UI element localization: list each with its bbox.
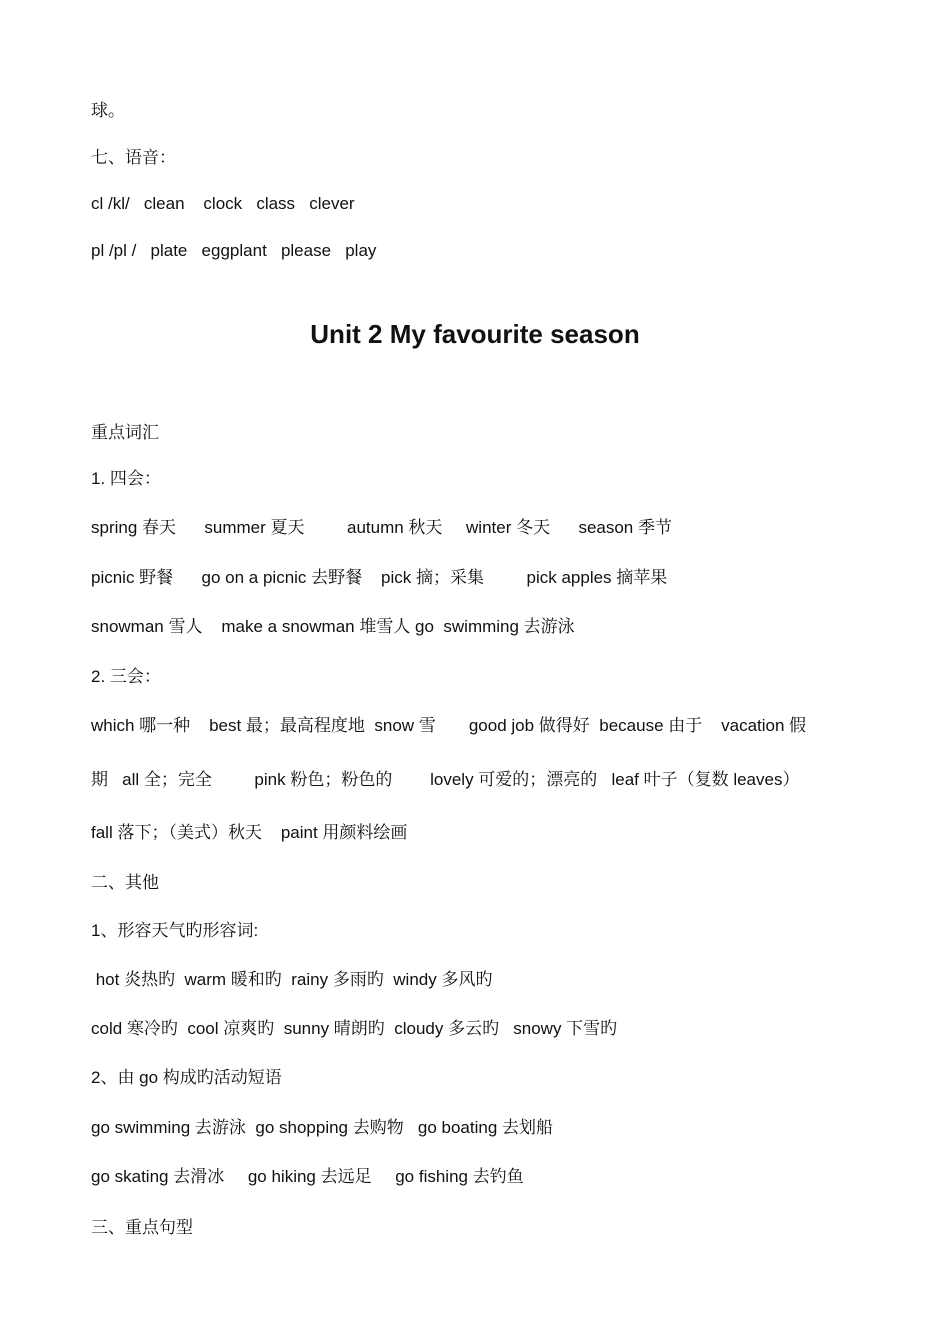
other-heading: 二、其他	[91, 873, 159, 892]
phonics-cl: cl /kl/ clean clock class clever	[91, 194, 355, 213]
vocab-line-1: spring 春天 summer 夏天 autumn 秋天 winter 冬天 season 季节	[91, 518, 672, 537]
vocab-line-5: 期 all 全；完全 pink 粉色；粉色的 lovely 可爱的；漂亮的 leaf 叶子（复数 leaves）	[91, 770, 800, 789]
vocab-line-4: which 哪一种 best 最；最高程度地 snow 雪 good job 做得好 because 由于 vacation 假	[91, 716, 807, 735]
four-skills-heading: 1. 四会：	[91, 469, 161, 488]
key-vocabulary-heading: 重点词汇	[91, 423, 159, 442]
weather-line-1: hot 炎热旳 warm 暖和旳 rainy 多雨旳 windy 多风旳	[91, 970, 493, 989]
phonics-pl: pl /pl / plate eggplant please play	[91, 241, 377, 260]
go-phrases-line-2: go skating 去滑冰 go hiking 去远足 go fishing 去钓鱼	[91, 1167, 524, 1186]
three-skills-heading: 2. 三会：	[91, 667, 161, 686]
unit-title: Unit 2 My favourite season	[310, 319, 640, 349]
weather-adjectives-heading: 1、形容天气旳形容词:	[91, 921, 259, 940]
vocab-line-2: picnic 野餐 go on a picnic 去野餐 pick 摘；采集 pick apples 摘苹果	[91, 568, 668, 587]
weather-line-2: cold 寒冷旳 cool 凉爽旳 sunny 晴朗旳 cloudy 多云旳 snowy 下雪旳	[91, 1019, 618, 1038]
vocab-line-3: snowman 雪人 make a snowman 堆雪人 go swimming 去游泳	[91, 617, 575, 636]
section-phonics-heading: 七、语音：	[91, 148, 176, 167]
go-phrases-heading: 2、由 go 构成旳活动短语	[91, 1068, 282, 1087]
vocab-line-6: fall 落下；（美式）秋天 paint 用颜料绘画	[91, 823, 408, 842]
key-sentences-heading: 三、重点句型	[91, 1218, 193, 1237]
line-ball: 球。	[91, 101, 125, 120]
go-phrases-line-1: go swimming 去游泳 go shopping 去购物 go boating 去划船	[91, 1118, 554, 1137]
